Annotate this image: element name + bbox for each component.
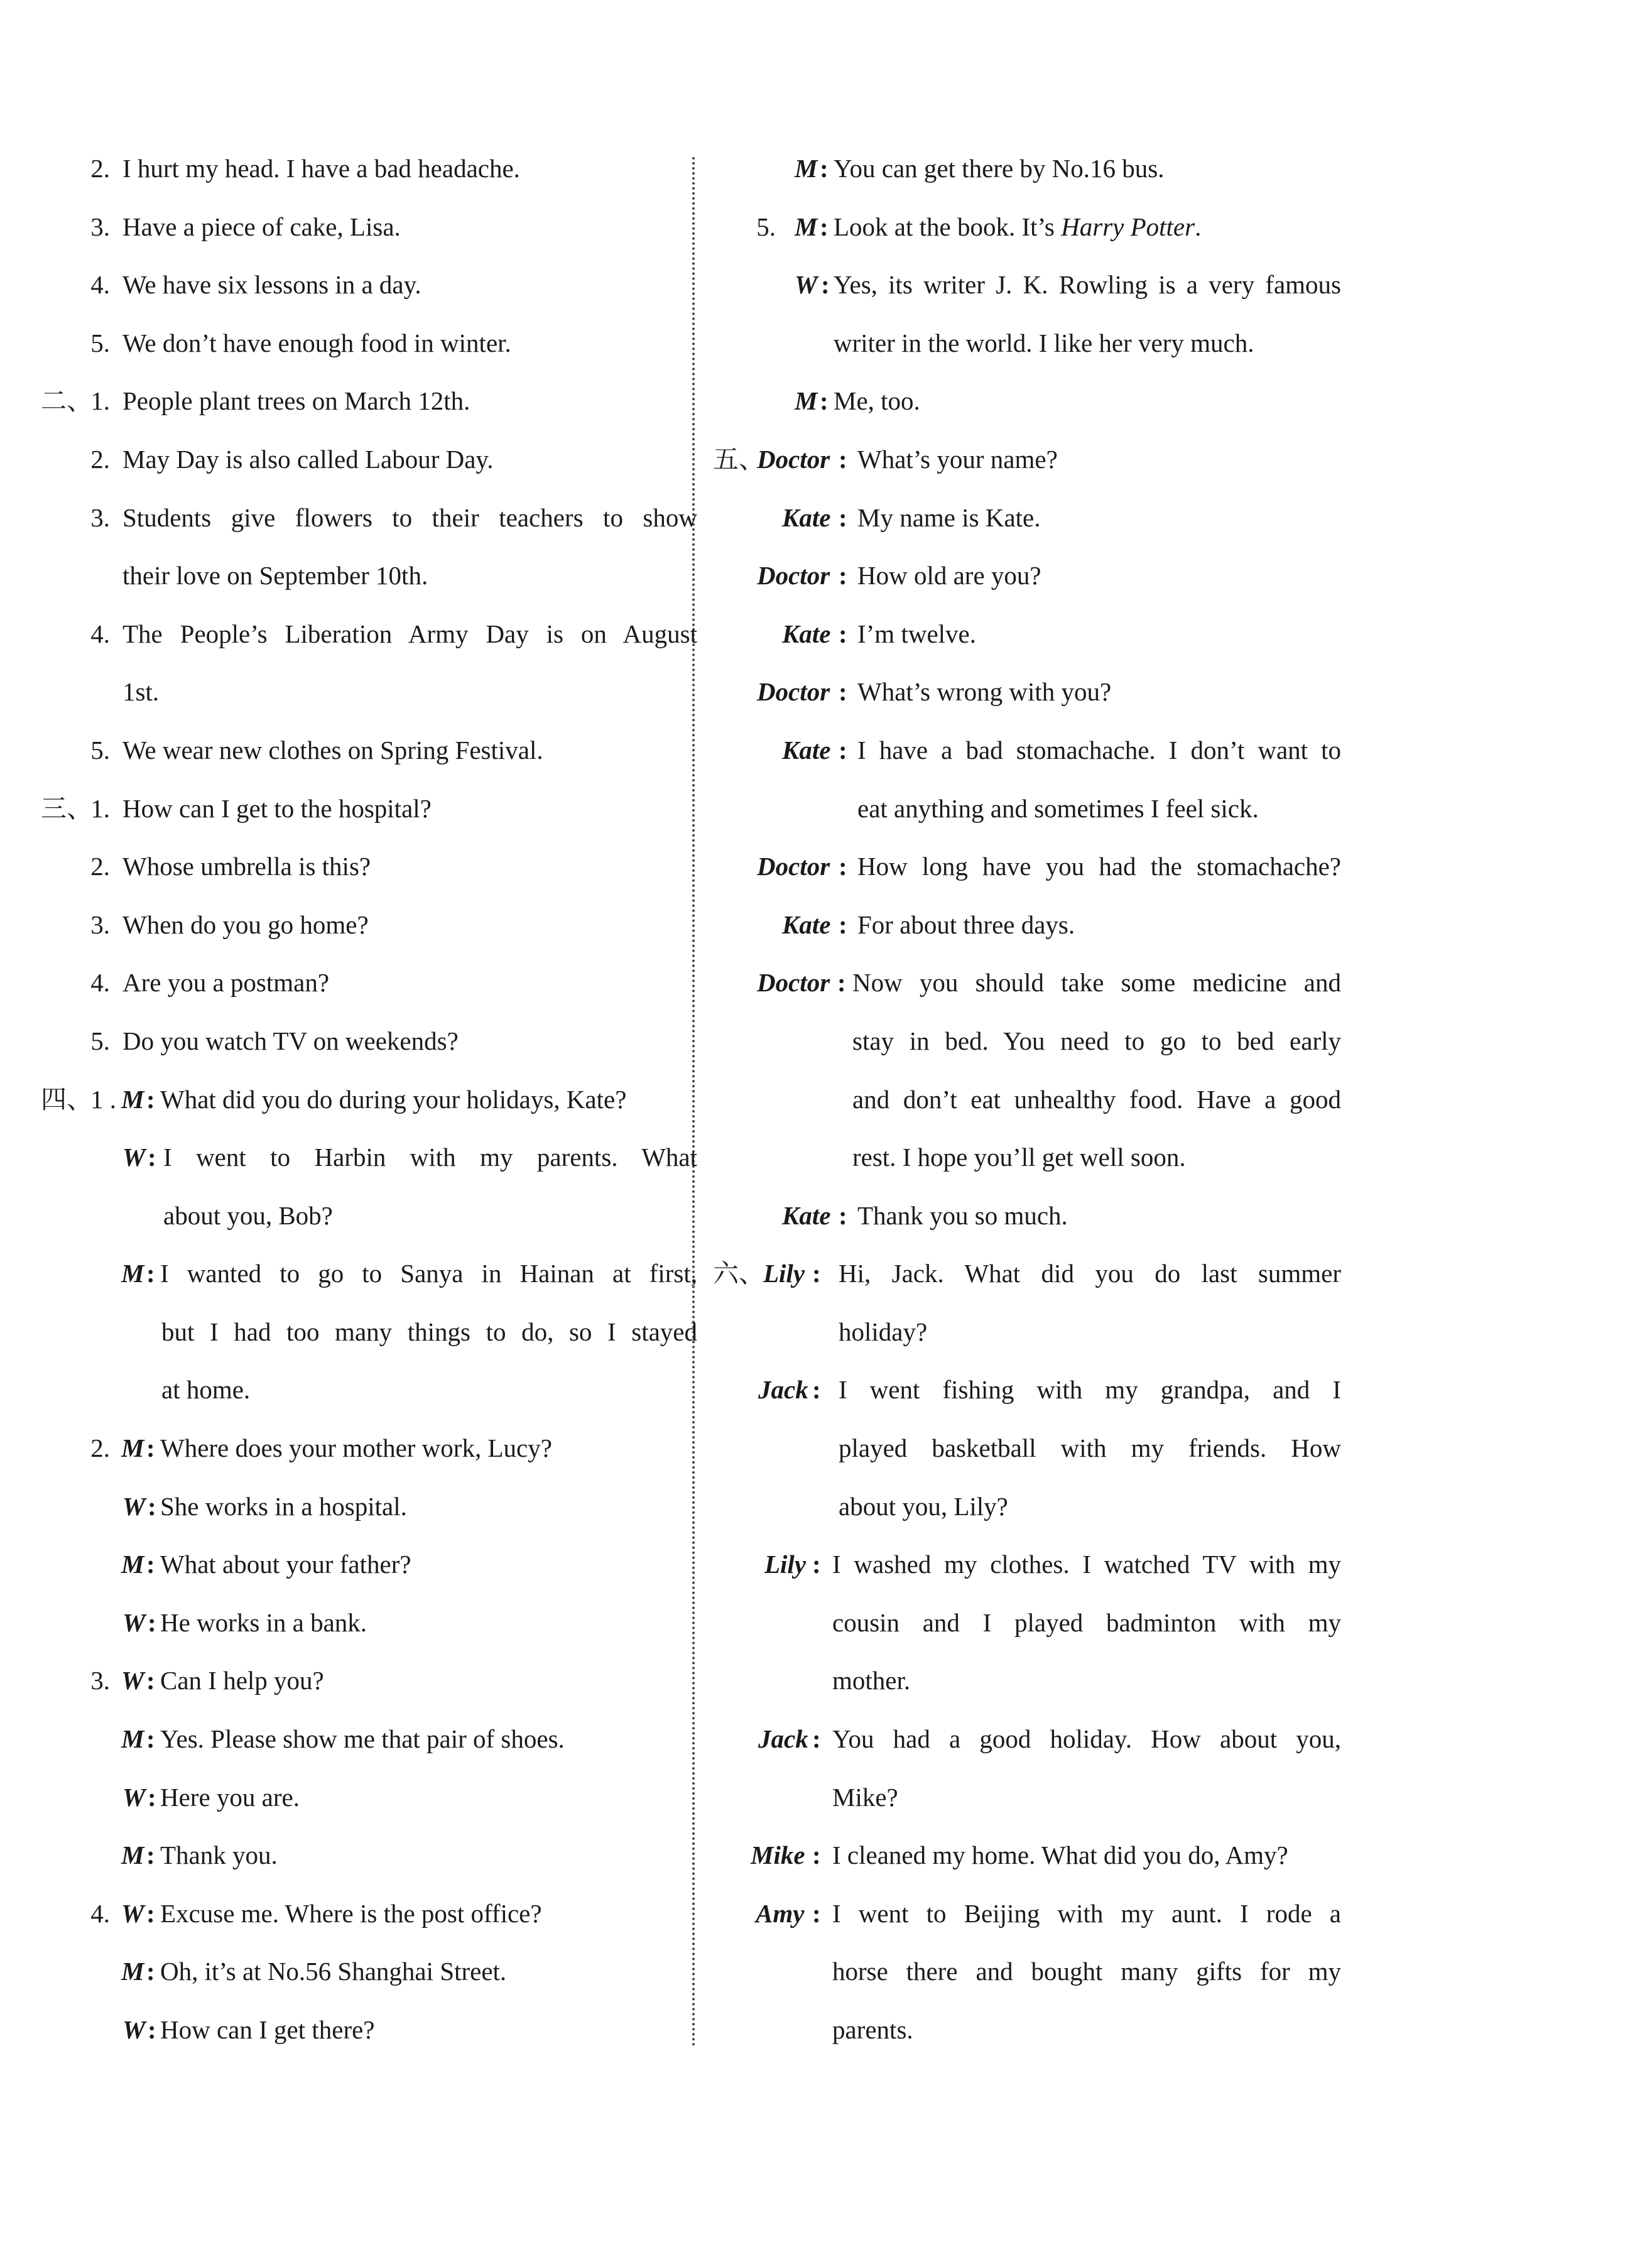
speaker-label: M bbox=[121, 1724, 144, 1754]
dialogue-line bbox=[713, 1477, 1341, 1536]
answer-text: We don’t have enough food in winter. bbox=[122, 328, 511, 357]
speaker-colon: : bbox=[839, 735, 847, 764]
answer-text: Do you watch TV on weekends? bbox=[122, 1026, 459, 1055]
dialogue-text: Me, too. bbox=[834, 386, 920, 416]
dialogue-line bbox=[41, 1477, 663, 1536]
right-column bbox=[713, 139, 1341, 2059]
dialogue-text: I cleaned my home. What did you do, Amy? bbox=[832, 1841, 1288, 1870]
book-title: Harry Potter bbox=[1061, 212, 1195, 241]
text-line bbox=[41, 489, 697, 547]
dialogue-line bbox=[713, 605, 1341, 663]
dialogue-line bbox=[41, 1826, 663, 1885]
speaker-label: Lily bbox=[763, 1259, 805, 1288]
speaker-label: M bbox=[121, 1550, 144, 1579]
speaker-colon: : bbox=[820, 212, 829, 241]
section-marker: 六、 bbox=[713, 1259, 764, 1288]
dialogue-line bbox=[713, 430, 1341, 489]
speaker-colon: : bbox=[146, 1666, 155, 1695]
text-line bbox=[41, 954, 663, 1012]
speaker-colon: : bbox=[148, 1143, 156, 1172]
speaker-label: M bbox=[795, 386, 818, 416]
dialogue-text: holiday? bbox=[839, 1317, 928, 1346]
dialogue-text: at home. bbox=[161, 1375, 251, 1405]
dialogue-line bbox=[713, 1768, 1341, 1827]
dialogue-text: What about your father? bbox=[160, 1550, 411, 1579]
speaker-label: Kate bbox=[782, 910, 831, 939]
dialogue-text: I’m twelve. bbox=[857, 619, 976, 648]
answer-text: We wear new clothes on Spring Festival. bbox=[122, 735, 543, 764]
dialogue-line bbox=[713, 372, 1341, 430]
text-line bbox=[41, 896, 663, 954]
dialogue-text: What’s your name? bbox=[857, 444, 1058, 474]
text-line bbox=[41, 256, 663, 314]
speaker-label: W bbox=[121, 1666, 144, 1695]
speaker-colon: : bbox=[812, 1724, 821, 1754]
dialogue-line bbox=[713, 663, 1341, 721]
speaker-colon: : bbox=[146, 1898, 155, 1928]
speaker-colon: : bbox=[812, 1898, 821, 1928]
speaker-label: W bbox=[122, 1782, 146, 1812]
speaker-colon: : bbox=[839, 503, 847, 532]
dialogue-line bbox=[41, 1535, 663, 1594]
speaker-label: Jack bbox=[758, 1724, 808, 1754]
section-marker: 五、 bbox=[713, 444, 764, 474]
speaker-colon: : bbox=[146, 1259, 155, 1288]
answer-text: When do you go home? bbox=[122, 910, 369, 939]
dialogue-line bbox=[713, 1361, 1341, 1419]
dialogue-text: about you, Bob? bbox=[163, 1200, 333, 1230]
text-line bbox=[41, 780, 663, 838]
answer-text: We have six lessons in a day. bbox=[122, 270, 421, 300]
item-number: 4. bbox=[90, 270, 110, 300]
dialogue-text: What did you do during your holidays, Kate? bbox=[160, 1084, 627, 1114]
speaker-colon: : bbox=[820, 154, 829, 183]
dialogue-line bbox=[713, 1594, 1341, 1652]
text-line bbox=[41, 430, 663, 489]
answer-text: How can I get to the hospital? bbox=[122, 793, 432, 823]
dialogue-line bbox=[713, 896, 1341, 954]
speaker-label: Doctor bbox=[757, 968, 830, 998]
speaker-label: M bbox=[121, 1434, 144, 1463]
item-number: 2. bbox=[90, 852, 110, 881]
dialogue-text: I wanted to go to Sanya in Hainan at first, bbox=[160, 1259, 697, 1288]
speaker-label: W bbox=[122, 1491, 146, 1521]
dialogue-text: Oh, it’s at No.56 Shanghai Street. bbox=[160, 1957, 507, 1986]
dialogue-line bbox=[41, 1244, 697, 1303]
dialogue-text: He works in a bank. bbox=[160, 1608, 367, 1637]
speaker-label: M bbox=[795, 212, 818, 241]
dialogue-text: Hi, Jack. What did you do last summer bbox=[839, 1259, 1341, 1288]
dialogue-text: Yes. Please show me that pair of shoes. bbox=[160, 1724, 565, 1754]
dialogue-text: writer in the world. I like her very much. bbox=[834, 328, 1254, 357]
text-line bbox=[41, 1012, 663, 1070]
speaker-label: Kate bbox=[782, 1200, 831, 1230]
dialogue-line bbox=[713, 1070, 1341, 1129]
dialogue-text: stay in bed. You need to go to bed early bbox=[852, 1026, 1341, 1055]
dialogue-text: Mike? bbox=[832, 1782, 898, 1812]
speaker-colon: : bbox=[837, 968, 846, 998]
dialogue-line bbox=[713, 1303, 1341, 1361]
speaker-colon: : bbox=[812, 1259, 821, 1288]
speaker-label: Doctor bbox=[757, 561, 830, 590]
dialogue-line bbox=[713, 1710, 1341, 1768]
dialogue-line bbox=[713, 1535, 1341, 1594]
dialogue-text bbox=[834, 198, 1201, 256]
answer-text: Students give flowers to their teachers to show bbox=[122, 503, 697, 532]
dialogue-line bbox=[713, 489, 1341, 547]
speaker-colon: : bbox=[839, 561, 847, 590]
speaker-label: Kate bbox=[782, 503, 831, 532]
item-number: 5. bbox=[756, 212, 776, 241]
speaker-colon: : bbox=[812, 1550, 821, 1579]
dialogue-line bbox=[713, 1128, 1341, 1187]
dialogue-text: Where does your mother work, Lucy? bbox=[160, 1434, 552, 1463]
dialogue-text: Can I help you? bbox=[160, 1666, 324, 1695]
speaker-colon: : bbox=[812, 1375, 821, 1405]
left-column bbox=[41, 139, 697, 2059]
speaker-label: W bbox=[795, 270, 818, 300]
dialogue-line bbox=[713, 1651, 1341, 1710]
speaker-label: Doctor bbox=[757, 677, 830, 707]
dialogue-line bbox=[713, 1419, 1341, 1477]
dialogue-line bbox=[41, 1710, 663, 1768]
dialogue-text: I went fishing with my grandpa, and I bbox=[839, 1375, 1341, 1405]
dialogue-text: about you, Lily? bbox=[839, 1491, 1008, 1521]
answer-text: I hurt my head. I have a bad headache. bbox=[122, 154, 520, 183]
item-number: 3. bbox=[90, 503, 110, 532]
text-line bbox=[41, 372, 663, 430]
item-number: 1. bbox=[90, 793, 110, 823]
speaker-colon: : bbox=[839, 619, 847, 648]
dialogue-line bbox=[41, 1885, 663, 1943]
item-number: 3. bbox=[90, 1666, 110, 1695]
dialogue-text: but I had too many things to do, so I stayed bbox=[161, 1317, 697, 1346]
answer-text: their love on September 10th. bbox=[122, 561, 428, 590]
dialogue-line bbox=[41, 1070, 663, 1129]
dialogue-text: How long have you had the stomachache? bbox=[857, 852, 1341, 881]
speaker-colon: : bbox=[146, 1550, 155, 1579]
speaker-colon: : bbox=[839, 852, 847, 881]
dialogue-text: Thank you so much. bbox=[857, 1200, 1068, 1230]
speaker-colon: : bbox=[146, 1724, 155, 1754]
speaker-colon: : bbox=[148, 1491, 156, 1521]
answer-text: Have a piece of cake, Lisa. bbox=[122, 212, 401, 241]
speaker-label: W bbox=[122, 1143, 146, 1172]
dialogue-line bbox=[41, 1361, 663, 1419]
section-marker: 四、 bbox=[41, 1084, 92, 1114]
dialogue-text: Yes, its writer J. K. Rowling is a very famous bbox=[834, 270, 1341, 300]
speaker-label: Doctor bbox=[757, 444, 830, 474]
item-number: 5. bbox=[90, 328, 110, 357]
text-line bbox=[41, 547, 663, 605]
speaker-colon: : bbox=[148, 1608, 156, 1637]
dialogue-line bbox=[41, 1128, 697, 1187]
dialogue-text: horse there and bought many gifts for my bbox=[832, 1957, 1341, 1986]
dialogue-text: For about three days. bbox=[857, 910, 1075, 939]
dialogue-text: played basketball with my friends. How bbox=[839, 1434, 1341, 1463]
answer-text: 1st. bbox=[122, 677, 160, 707]
dialogue-text: eat anything and sometimes I feel sick. bbox=[857, 793, 1259, 823]
dialogue-text-part: . bbox=[1195, 212, 1202, 241]
text-line bbox=[41, 198, 663, 256]
dialogue-text: I went to Beijing with my aunt. I rode a bbox=[832, 1898, 1341, 1928]
speaker-colon: : bbox=[146, 1434, 155, 1463]
speaker-colon: : bbox=[148, 2015, 156, 2044]
dialogue-line bbox=[41, 1419, 663, 1477]
dialogue-text-part: Look at the book. It’s bbox=[834, 212, 1062, 241]
dialogue-line bbox=[713, 721, 1341, 780]
dialogue-text: How can I get there? bbox=[160, 2015, 375, 2044]
speaker-colon: : bbox=[148, 1782, 156, 1812]
dialogue-line bbox=[713, 954, 1341, 1012]
dialogue-text: rest. I hope you’ll get well soon. bbox=[852, 1143, 1186, 1172]
speaker-colon: : bbox=[812, 1841, 821, 1870]
speaker-colon: : bbox=[821, 270, 830, 300]
dialogue-line bbox=[713, 1942, 1341, 2001]
speaker-label: W bbox=[122, 2015, 146, 2044]
dialogue-text: You had a good holiday. How about you, bbox=[832, 1724, 1341, 1754]
dialogue-text: I washed my clothes. I watched TV with my bbox=[832, 1550, 1341, 1579]
dialogue-line bbox=[713, 198, 1341, 256]
dialogue-line bbox=[713, 256, 1341, 314]
speaker-label: Lily bbox=[764, 1550, 807, 1579]
speaker-label: M bbox=[121, 1084, 144, 1114]
dialogue-line bbox=[713, 1187, 1341, 1245]
dialogue-line bbox=[41, 1303, 697, 1361]
dialogue-line bbox=[41, 2001, 663, 2059]
answer-text: People plant trees on March 12th. bbox=[122, 386, 470, 416]
dialogue-text: and don’t eat unhealthy food. Have a good bbox=[852, 1084, 1341, 1114]
speaker-label: M bbox=[795, 154, 818, 183]
speaker-colon: : bbox=[839, 1200, 847, 1230]
dialogue-text: I have a bad stomachache. I don’t want to bbox=[857, 735, 1341, 764]
dialogue-text: I went to Harbin with my parents. What bbox=[163, 1143, 697, 1172]
speaker-label: Amy bbox=[756, 1898, 805, 1928]
item-number: 2. bbox=[90, 154, 110, 183]
answer-text: The People’s Liberation Army Day is on August bbox=[122, 619, 697, 648]
item-number: 5. bbox=[90, 1026, 110, 1055]
text-line bbox=[41, 663, 663, 721]
item-number: 1 . bbox=[90, 1084, 116, 1114]
dialogue-line bbox=[713, 1826, 1341, 1885]
speaker-label: M bbox=[121, 1957, 144, 1986]
speaker-label: M bbox=[121, 1259, 144, 1288]
dialogue-line bbox=[41, 1942, 663, 2001]
dialogue-text: What’s wrong with you? bbox=[857, 677, 1112, 707]
dialogue-line bbox=[713, 1012, 1341, 1070]
text-line bbox=[41, 139, 663, 198]
item-number: 1. bbox=[90, 386, 110, 416]
speaker-label: Mike bbox=[751, 1841, 805, 1870]
speaker-label: M bbox=[121, 1841, 144, 1870]
dialogue-line bbox=[41, 1768, 663, 1827]
dialogue-line bbox=[41, 1594, 663, 1652]
section-marker: 二、 bbox=[41, 386, 92, 416]
speaker-label: Doctor bbox=[757, 852, 830, 881]
section-marker: 三、 bbox=[41, 793, 92, 823]
answer-text: May Day is also called Labour Day. bbox=[122, 444, 494, 474]
dialogue-text: She works in a hospital. bbox=[160, 1491, 407, 1521]
dialogue-text: parents. bbox=[832, 2015, 913, 2044]
item-number: 4. bbox=[90, 1898, 110, 1928]
item-number: 3. bbox=[90, 212, 110, 241]
speaker-colon: : bbox=[839, 444, 847, 474]
dialogue-line bbox=[41, 1187, 663, 1245]
dialogue-line bbox=[41, 1651, 663, 1710]
text-line bbox=[41, 605, 697, 663]
dialogue-line bbox=[713, 780, 1341, 838]
speaker-colon: : bbox=[839, 677, 847, 707]
speaker-label: W bbox=[121, 1898, 144, 1928]
item-number: 4. bbox=[90, 968, 110, 998]
item-number: 2. bbox=[90, 444, 110, 474]
column-divider bbox=[692, 157, 695, 2048]
dialogue-line bbox=[713, 837, 1341, 896]
dialogue-text: Excuse me. Where is the post office? bbox=[160, 1898, 542, 1928]
item-number: 5. bbox=[90, 735, 110, 764]
speaker-colon: : bbox=[146, 1084, 155, 1114]
dialogue-text: How old are you? bbox=[857, 561, 1041, 590]
speaker-label: Kate bbox=[782, 735, 831, 764]
dialogue-text: You can get there by No.16 bus. bbox=[834, 154, 1165, 183]
dialogue-text: cousin and I played badminton with my bbox=[832, 1608, 1341, 1637]
text-line bbox=[41, 837, 663, 896]
speaker-label: W bbox=[122, 1608, 146, 1637]
dialogue-text: Here you are. bbox=[160, 1782, 300, 1812]
dialogue-text: Now you should take some medicine and bbox=[852, 968, 1341, 998]
item-number: 4. bbox=[90, 619, 110, 648]
dialogue-text: Thank you. bbox=[160, 1841, 278, 1870]
speaker-label: Kate bbox=[782, 619, 831, 648]
dialogue-line bbox=[713, 314, 1341, 373]
answer-text: Are you a postman? bbox=[122, 968, 330, 998]
text-line bbox=[41, 314, 663, 373]
item-number: 3. bbox=[90, 910, 110, 939]
dialogue-text: My name is Kate. bbox=[857, 503, 1041, 532]
answer-text: Whose umbrella is this? bbox=[122, 852, 371, 881]
dialogue-line bbox=[713, 2001, 1341, 2059]
speaker-colon: : bbox=[146, 1957, 155, 1986]
dialogue-line bbox=[713, 1244, 1341, 1303]
dialogue-line bbox=[713, 547, 1341, 605]
item-number: 2. bbox=[90, 1434, 110, 1463]
dialogue-line bbox=[713, 1885, 1341, 1943]
speaker-label: Jack bbox=[758, 1375, 808, 1405]
dialogue-text: mother. bbox=[832, 1666, 911, 1695]
speaker-colon: : bbox=[820, 386, 829, 416]
text-line bbox=[41, 721, 663, 780]
dialogue-line bbox=[713, 139, 1341, 198]
speaker-colon: : bbox=[839, 910, 847, 939]
speaker-colon: : bbox=[146, 1841, 155, 1870]
